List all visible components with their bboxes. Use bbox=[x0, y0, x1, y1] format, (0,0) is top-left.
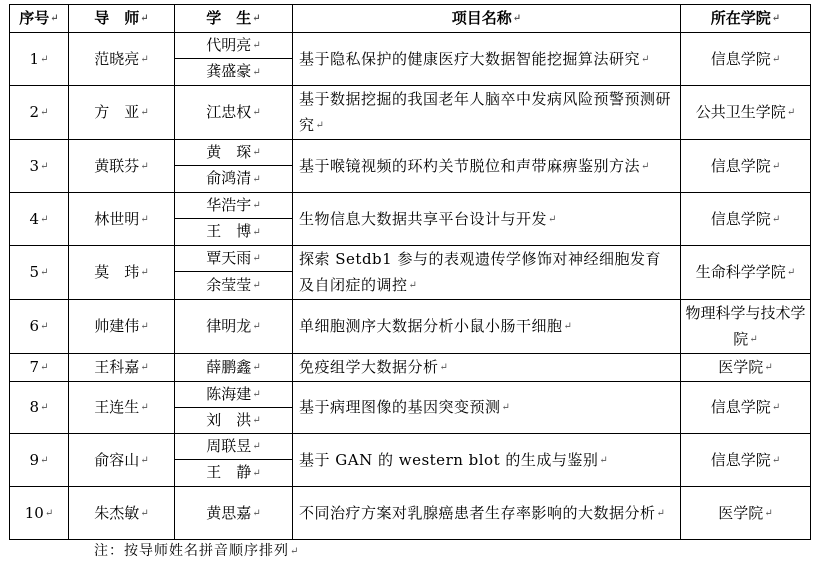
cell-student: 薛鹏鑫 ↵ bbox=[175, 354, 293, 382]
cell-student: 龚盛豪 ↵ bbox=[175, 59, 293, 86]
table-row bbox=[10, 246, 811, 272]
cell-index: 6 ↵ bbox=[10, 300, 69, 354]
cell-advisor: 朱杰敏 ↵ bbox=[69, 487, 175, 540]
cell-student: 黄 琛 ↵ bbox=[175, 140, 293, 166]
cell-advisor: 方 亚 ↵ bbox=[69, 86, 175, 140]
cell-student: 代明亮 ↵ bbox=[175, 33, 293, 59]
cell-student: 周联昱 ↵ bbox=[175, 434, 293, 460]
cell-index: 7 ↵ bbox=[10, 354, 69, 382]
header-students: 学 生 ↵ bbox=[175, 5, 293, 33]
cell-college: 医学院 ↵ bbox=[681, 487, 811, 540]
cell-index: 8 ↵ bbox=[10, 382, 69, 434]
cell-college: 信息学院 ↵ bbox=[681, 434, 811, 487]
table-row bbox=[10, 140, 811, 166]
table-row bbox=[10, 33, 811, 59]
cell-index: 5 ↵ bbox=[10, 246, 69, 300]
cell-project: 基于数据挖掘的我国老年人脑卒中发病风险预警预测研究 ↵ bbox=[293, 86, 681, 140]
cell-advisor: 帅建伟 ↵ bbox=[69, 300, 175, 354]
cell-student: 黄思嘉 ↵ bbox=[175, 487, 293, 540]
cell-college: 信息学院 ↵ bbox=[681, 33, 811, 86]
cell-student: 律明龙 ↵ bbox=[175, 300, 293, 354]
cell-student: 王 静 ↵ bbox=[175, 460, 293, 487]
table-row bbox=[10, 300, 811, 354]
header-project: 项目名称 ↵ bbox=[293, 5, 681, 33]
cell-project: 免疫组学大数据分析 ↵ bbox=[293, 354, 681, 382]
cell-index: 1 ↵ bbox=[10, 33, 69, 86]
cell-college: 医学院 ↵ bbox=[681, 354, 811, 382]
table-row bbox=[10, 86, 811, 140]
cell-project: 基于 GAN 的 western blot 的生成与鉴别 ↵ bbox=[293, 434, 681, 487]
cell-advisor: 莫 玮 ↵ bbox=[69, 246, 175, 300]
table-row bbox=[10, 487, 811, 540]
cell-student: 覃天雨 ↵ bbox=[175, 246, 293, 272]
cell-advisor: 黄联芬 ↵ bbox=[69, 140, 175, 193]
table-row bbox=[10, 354, 811, 382]
cell-college: 信息学院 ↵ bbox=[681, 140, 811, 193]
cell-index: 10 ↵ bbox=[10, 487, 69, 540]
cell-project: 基于喉镜视频的环杓关节脱位和声带麻痹鉴别方法 ↵ bbox=[293, 140, 681, 193]
cell-index: 2 ↵ bbox=[10, 86, 69, 140]
header-index: 序号 ↵ bbox=[10, 5, 69, 33]
cell-advisor: 林世明 ↵ bbox=[69, 193, 175, 246]
table-row bbox=[10, 193, 811, 219]
project-table bbox=[9, 4, 811, 540]
table-row bbox=[10, 434, 811, 460]
cell-student: 江忠权 ↵ bbox=[175, 86, 293, 140]
cell-project: 探索 Setdb1 参与的表观遗传学修饰对神经细胞发育及自闭症的调控 ↵ bbox=[293, 246, 681, 300]
header-college: 所在学院 ↵ bbox=[681, 5, 811, 33]
cell-advisor: 俞容山 ↵ bbox=[69, 434, 175, 487]
cell-project: 基于病理图像的基因突变预测 ↵ bbox=[293, 382, 681, 434]
table-footnote: 注：按导师姓名拼音顺序排列 ↵ bbox=[94, 540, 299, 560]
cell-student: 俞鸿清 ↵ bbox=[175, 166, 293, 193]
cell-project: 不同治疗方案对乳腺癌患者生存率影响的大数据分析 ↵ bbox=[293, 487, 681, 540]
table-row bbox=[10, 382, 811, 408]
cell-project: 基于隐私保护的健康医疗大数据智能挖掘算法研究 ↵ bbox=[293, 33, 681, 86]
cell-student: 余莹莹 ↵ bbox=[175, 272, 293, 300]
cell-advisor: 范晓亮 ↵ bbox=[69, 33, 175, 86]
cell-student: 王 博 ↵ bbox=[175, 219, 293, 246]
cell-index: 9 ↵ bbox=[10, 434, 69, 487]
project-table-container bbox=[9, 4, 810, 540]
cell-student: 刘 洪 ↵ bbox=[175, 408, 293, 434]
cell-advisor: 王科嘉 ↵ bbox=[69, 354, 175, 382]
cell-project: 生物信息大数据共享平台设计与开发 ↵ bbox=[293, 193, 681, 246]
header-advisor: 导 师 ↵ bbox=[69, 5, 175, 33]
cell-college: 信息学院 ↵ bbox=[681, 193, 811, 246]
cell-college: 生命科学学院 ↵ bbox=[681, 246, 811, 300]
table-body bbox=[10, 33, 811, 540]
cell-student: 华浩宇 ↵ bbox=[175, 193, 293, 219]
cell-student: 陈海建 ↵ bbox=[175, 382, 293, 408]
header-row bbox=[10, 5, 811, 33]
cell-project: 单细胞测序大数据分析小鼠小肠干细胞 ↵ bbox=[293, 300, 681, 354]
cell-college: 物理科学与技术学院 ↵ bbox=[681, 300, 811, 354]
cell-college: 公共卫生学院 ↵ bbox=[681, 86, 811, 140]
cell-advisor: 王连生 ↵ bbox=[69, 382, 175, 434]
cell-index: 4 ↵ bbox=[10, 193, 69, 246]
cell-college: 信息学院 ↵ bbox=[681, 382, 811, 434]
cell-index: 3 ↵ bbox=[10, 140, 69, 193]
